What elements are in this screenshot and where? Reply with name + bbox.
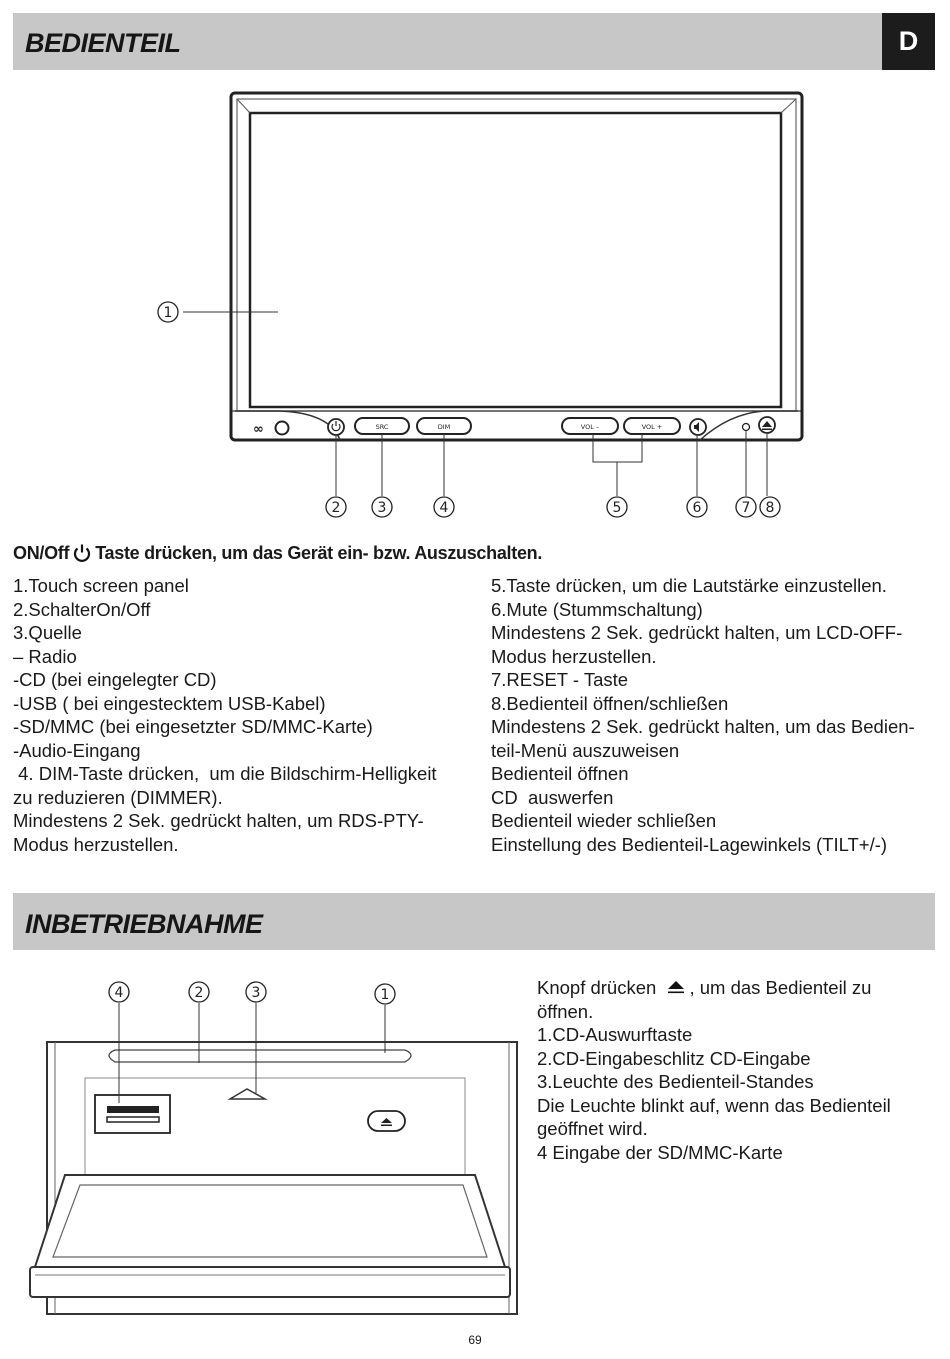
text-line: 4 Eingabe der SD/MMC-Karte bbox=[537, 1141, 783, 1163]
svg-text:∞: ∞ bbox=[253, 422, 264, 437]
vol-minus-label: VOL – bbox=[580, 423, 600, 431]
src-label: SRC bbox=[375, 423, 389, 431]
text-line: 5.Taste drücken, um die Lautstärke einzustellen. bbox=[491, 575, 887, 596]
text-line: Modus herzustellen. bbox=[491, 645, 657, 667]
svg-text:5: 5 bbox=[612, 500, 622, 516]
text-line: 3.Leuchte des Bedienteil-Standes bbox=[537, 1071, 814, 1092]
callout-4 bbox=[434, 497, 454, 517]
language-badge: D bbox=[882, 13, 935, 70]
callout-2 bbox=[189, 982, 209, 1002]
intro-text: Taste drücken, um das Gerät ein- bzw. Auszuschalten. bbox=[95, 542, 543, 563]
text-line: 1.Touch screen panel bbox=[13, 575, 189, 596]
callout-3 bbox=[246, 982, 266, 1002]
eject-icon bbox=[665, 979, 687, 995]
description-right-column bbox=[491, 574, 931, 856]
text-line bbox=[537, 976, 937, 1000]
svg-text:1: 1 bbox=[380, 987, 390, 1003]
vol-plus-label: VOL + bbox=[641, 423, 663, 431]
intro-on-off: ON/Off bbox=[13, 542, 70, 563]
reset-pinhole[interactable] bbox=[743, 424, 750, 431]
text-line: 3.Quelle bbox=[13, 622, 82, 643]
text-line: Mindestens 2 Sek. gedrückt halten, um RDS-PTY- bbox=[13, 810, 424, 831]
text-line: 2.SchalterOn/Off bbox=[13, 598, 151, 620]
text-line: 4. DIM-Taste drücken, um die Bildschirm-Helligkeit bbox=[13, 763, 437, 784]
svg-text:2: 2 bbox=[194, 985, 204, 1001]
text-line: – Radio bbox=[13, 645, 77, 667]
cd-slot bbox=[109, 1050, 411, 1062]
text-line: CD auswerfen bbox=[491, 786, 614, 808]
mute-button[interactable] bbox=[690, 419, 706, 435]
dim-button[interactable] bbox=[417, 418, 471, 434]
vol-plus-button[interactable] bbox=[624, 418, 680, 434]
svg-text:7: 7 bbox=[741, 500, 751, 516]
text-line: Bedienteil öffnen bbox=[491, 763, 629, 784]
callout-6 bbox=[687, 497, 707, 517]
text-line: geöffnet wird. bbox=[537, 1118, 648, 1139]
svg-text:6: 6 bbox=[692, 500, 702, 516]
sd-card-slot[interactable] bbox=[95, 1095, 170, 1133]
power-icon bbox=[71, 542, 93, 564]
vol-minus-button[interactable] bbox=[562, 418, 618, 434]
section-header-inbetriebnahme bbox=[13, 893, 935, 950]
text-line: -CD (bei eingelegter CD) bbox=[13, 669, 217, 690]
svg-text:8: 8 bbox=[765, 500, 775, 516]
text-line: zu reduzieren (DIMMER). bbox=[13, 786, 223, 808]
eject-button[interactable] bbox=[368, 1111, 405, 1131]
text-line: öffnen. bbox=[537, 1000, 594, 1022]
eject-button[interactable] bbox=[759, 417, 775, 433]
page-number: 69 bbox=[468, 1333, 482, 1347]
callout-1 bbox=[375, 984, 395, 1004]
touch-screen[interactable] bbox=[250, 113, 781, 407]
text-line: Mindestens 2 Sek. gedrückt halten, um LCD-OFF- bbox=[491, 622, 903, 643]
svg-text:4: 4 bbox=[114, 985, 124, 1001]
description-left-column bbox=[13, 574, 473, 856]
svg-text:4: 4 bbox=[439, 500, 449, 516]
text-line: teil-Menü auszuweisen bbox=[491, 739, 680, 761]
inbetriebnahme-text bbox=[537, 976, 937, 1164]
text-line: Mindestens 2 Sek. gedrückt halten, um das Bedien- bbox=[491, 716, 915, 737]
callout-3 bbox=[372, 497, 392, 517]
text-line: -Audio-Eingang bbox=[13, 739, 141, 761]
knopf-text-after: , um das Bedienteil zu bbox=[689, 977, 872, 998]
callout-8 bbox=[760, 497, 780, 517]
text-line: -USB ( bei eingestecktem USB-Kabel) bbox=[13, 692, 326, 714]
callout-4 bbox=[109, 982, 129, 1002]
text-line: 2.CD-Eingabeschlitz CD-Eingabe bbox=[537, 1047, 811, 1069]
power-instruction bbox=[13, 542, 542, 564]
svg-text:2: 2 bbox=[331, 500, 341, 516]
text-line: 7.RESET - Taste bbox=[491, 669, 629, 690]
front-panel-diagram bbox=[140, 88, 820, 524]
opened-panel-diagram bbox=[25, 975, 520, 1325]
folded-panel bbox=[35, 1175, 505, 1267]
section-title: BEDIENTEIL bbox=[25, 28, 181, 58]
text-line: Einstellung des Bedienteil-Lagewinkels (TILT+/-) bbox=[491, 833, 888, 855]
callout-7 bbox=[736, 497, 756, 517]
text-line: 6.Mute (Stummschaltung) bbox=[491, 598, 703, 620]
callout-2 bbox=[326, 497, 346, 517]
section-title: INBETRIEBNAHME bbox=[25, 909, 263, 939]
text-line: Bedienteil wieder schließen bbox=[491, 810, 717, 831]
callout-1 bbox=[158, 302, 178, 322]
callout-5 bbox=[607, 497, 627, 517]
text-line: Die Leuchte blinkt auf, wenn das Bedienteil bbox=[537, 1094, 891, 1116]
text-line: 8.Bedienteil öffnen/schließen bbox=[491, 692, 729, 714]
dim-label: DIM bbox=[437, 423, 451, 431]
svg-text:3: 3 bbox=[377, 500, 387, 516]
src-button[interactable] bbox=[355, 418, 409, 434]
svg-text:1: 1 bbox=[163, 305, 173, 321]
svg-text:3: 3 bbox=[251, 985, 261, 1001]
power-button[interactable] bbox=[328, 419, 344, 435]
text-line: -SD/MMC (bei eingesetzter SD/MMC-Karte) bbox=[13, 716, 373, 737]
text-line: Modus herzustellen. bbox=[13, 833, 179, 855]
text-line: 1.CD-Auswurftaste bbox=[537, 1024, 693, 1045]
knopf-text: Knopf drücken bbox=[537, 977, 657, 998]
section-header-bedienteil bbox=[13, 13, 935, 70]
